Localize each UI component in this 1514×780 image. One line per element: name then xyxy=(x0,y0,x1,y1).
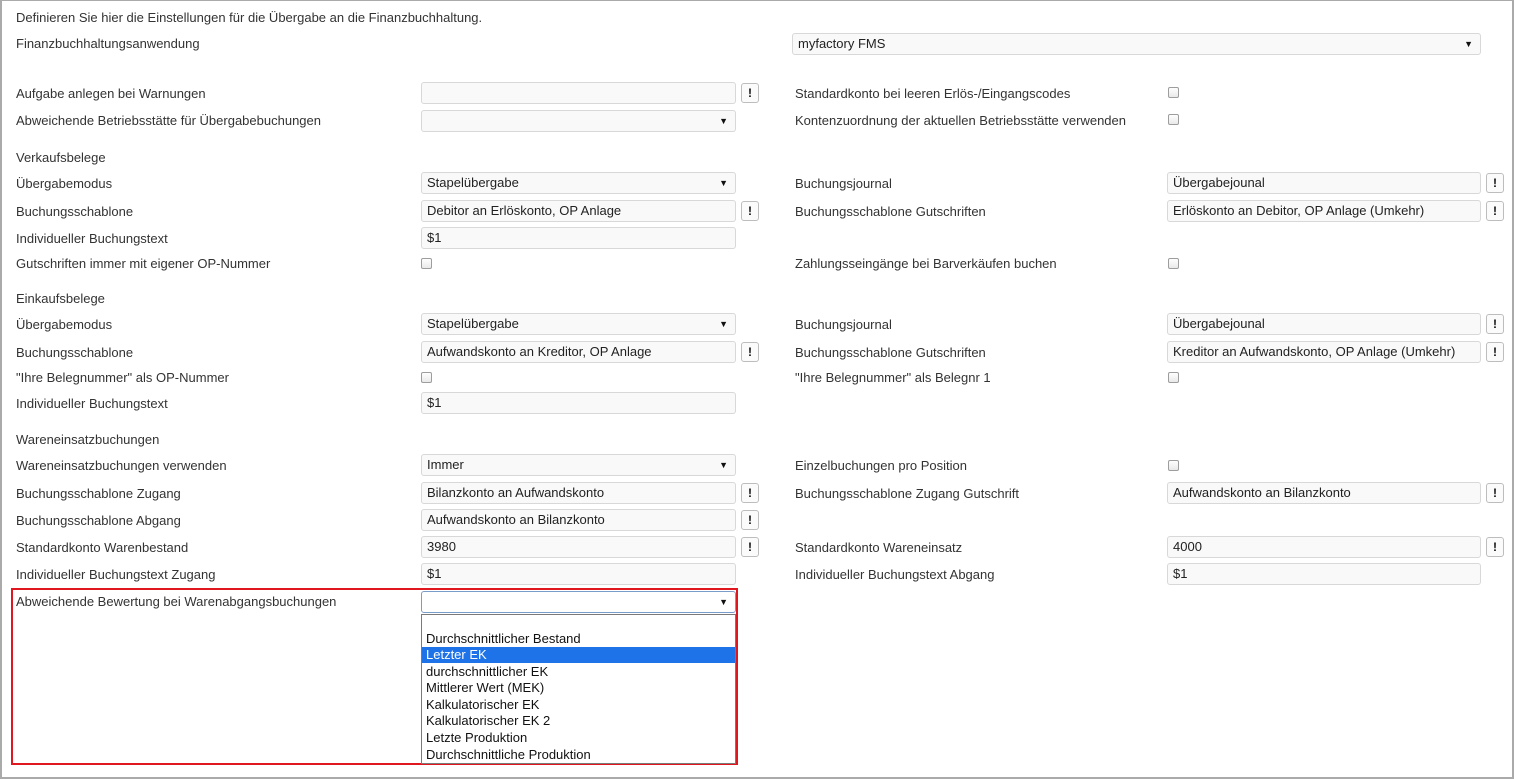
we-einsatz-label: Standardkonto Wareneinsatz xyxy=(795,540,963,555)
we-text-abgang-label: Individueller Buchungstext Abgang xyxy=(795,567,995,582)
triangle-down-icon: ▼ xyxy=(1464,39,1473,49)
ek-journal-input[interactable]: Übergabejounal xyxy=(1167,313,1481,335)
ek-schablone-warning-button[interactable] xyxy=(741,342,759,362)
we-verwenden-label: Wareneinsatzbuchungen verwenden xyxy=(16,458,227,473)
dropdown-option-empty[interactable] xyxy=(422,615,735,631)
triangle-down-icon: ▼ xyxy=(719,597,728,607)
exclamation-icon: ! xyxy=(748,513,752,527)
ek-belegnr-op-checkbox[interactable] xyxy=(421,372,432,383)
triangle-down-icon: ▼ xyxy=(719,319,728,329)
we-einsatz-input[interactable]: 4000 xyxy=(1167,536,1481,558)
dropdown-option[interactable]: durchschnittlicher EK xyxy=(426,664,549,679)
we-text-zugang-label: Individueller Buchungstext Zugang xyxy=(16,567,216,582)
we-bewertung-select[interactable] xyxy=(421,591,736,613)
aufgabe-input[interactable] xyxy=(421,82,736,104)
exclamation-icon: ! xyxy=(1493,317,1497,331)
ek-belegnr-op-label: "Ihre Belegnummer" als OP-Nummer xyxy=(16,370,229,385)
dropdown-option[interactable]: Letzte Produktion xyxy=(426,730,528,745)
dropdown-option[interactable]: Kalkulatorischer EK 2 xyxy=(426,713,551,728)
section-verkaufsbelege: Verkaufsbelege xyxy=(16,150,106,165)
dropdown-option[interactable]: Durchschnittlicher Bestand xyxy=(426,631,581,646)
vk-text-label: Individueller Buchungstext xyxy=(16,231,168,246)
exclamation-icon: ! xyxy=(748,86,752,100)
ek-modus-label: Übergabemodus xyxy=(16,317,113,332)
ek-journal-warning-button[interactable] xyxy=(1486,314,1504,334)
standardkonto-checkbox[interactable] xyxy=(1168,87,1179,98)
vk-gutschriften-label: Gutschriften immer mit eigener OP-Nummer xyxy=(16,256,271,271)
dropdown-option-selected[interactable]: Letzter EK xyxy=(422,647,735,663)
ek-schablone-input[interactable]: Aufwandskonto an Kreditor, OP Anlage xyxy=(421,341,736,363)
aufgabe-label: Aufgabe anlegen bei Warnungen xyxy=(16,86,206,101)
vk-modus-label: Übergabemodus xyxy=(16,176,113,191)
we-abgang-input[interactable]: Aufwandskonto an Bilanzkonto xyxy=(421,509,736,531)
kontenzuordnung-checkbox[interactable] xyxy=(1168,114,1179,125)
ek-journal-label: Buchungsjournal xyxy=(795,317,892,332)
exclamation-icon: ! xyxy=(1493,540,1497,554)
fibu-select[interactable] xyxy=(792,33,1481,55)
dropdown-option[interactable]: Kalkulatorischer EK xyxy=(426,697,540,712)
vk-schablone-warning-button[interactable] xyxy=(741,201,759,221)
triangle-down-icon: ▼ xyxy=(719,178,728,188)
vk-schablone-gut-label: Buchungsschablone Gutschriften xyxy=(795,204,986,219)
vk-zahlung-label: Zahlungsseingänge bei Barverkäufen buchen xyxy=(795,256,1057,271)
ek-schablone-gut-warning-button[interactable] xyxy=(1486,342,1504,362)
vk-schablone-gut-warning-button[interactable] xyxy=(1486,201,1504,221)
ek-schablone-label: Buchungsschablone xyxy=(16,345,134,360)
we-einzel-label: Einzelbuchungen pro Position xyxy=(795,458,968,473)
standardkonto-label: Standardkonto bei leeren Erlös-/Eingangscodes xyxy=(795,86,1071,101)
exclamation-icon: ! xyxy=(1493,486,1497,500)
vk-text-input[interactable]: $1 xyxy=(421,227,736,249)
ek-text-label: Individueller Buchungstext xyxy=(16,396,168,411)
fibu-label: Finanzbuchhaltungsanwendung xyxy=(16,36,200,51)
we-abgang-label: Buchungsschablone Abgang xyxy=(16,513,181,528)
vk-schablone-label: Buchungsschablone xyxy=(16,204,134,219)
we-einzel-checkbox[interactable] xyxy=(1168,460,1179,471)
vk-schablone-input[interactable]: Debitor an Erlöskonto, OP Anlage xyxy=(421,200,736,222)
ek-text-input[interactable]: $1 xyxy=(421,392,736,414)
we-bewertung-label: Abweichende Bewertung bei Warenabgangsbuchungen xyxy=(16,594,337,609)
exclamation-icon: ! xyxy=(1493,176,1497,190)
we-bestand-label: Standardkonto Warenbestand xyxy=(16,540,189,555)
vk-modus-select[interactable] xyxy=(421,172,736,194)
bewertung-dropdown-list xyxy=(421,614,736,764)
ek-schablone-gut-label: Buchungsschablone Gutschriften xyxy=(795,345,986,360)
we-bestand-warning-button[interactable] xyxy=(741,537,759,557)
we-zugang-warning-button[interactable] xyxy=(741,483,759,503)
vk-journal-input[interactable]: Übergabejounal xyxy=(1167,172,1481,194)
section-einkaufsbelege: Einkaufsbelege xyxy=(16,291,105,306)
betriebsstaette-select[interactable] xyxy=(421,110,736,132)
vk-modus-value: Stapelübergabe xyxy=(427,175,519,190)
we-verwenden-select[interactable] xyxy=(421,454,736,476)
ek-belegnr1-checkbox[interactable] xyxy=(1168,372,1179,383)
we-zugang-gut-label: Buchungsschablone Zugang Gutschrift xyxy=(795,486,1020,501)
aufgabe-warning-button[interactable] xyxy=(741,83,759,103)
exclamation-icon: ! xyxy=(748,486,752,500)
we-zugang-label: Buchungsschablone Zugang xyxy=(16,486,181,501)
we-zugang-input[interactable]: Bilanzkonto an Aufwandskonto xyxy=(421,482,736,504)
ek-modus-select[interactable] xyxy=(421,313,736,335)
intro-text: Definieren Sie hier die Einstellungen für die Übergabe an die Finanzbuchhaltung. xyxy=(16,10,483,25)
we-text-zugang-input[interactable]: $1 xyxy=(421,563,736,585)
vk-schablone-gut-input[interactable]: Erlöskonto an Debitor, OP Anlage (Umkehr) xyxy=(1167,200,1481,222)
we-verwenden-value: Immer xyxy=(427,457,464,472)
we-einsatz-warning-button[interactable] xyxy=(1486,537,1504,557)
vk-gutschriften-checkbox[interactable] xyxy=(421,258,432,269)
exclamation-icon: ! xyxy=(1493,204,1497,218)
kontenzuordnung-label: Kontenzuordnung der aktuellen Betriebsstätte verwenden xyxy=(795,113,1126,128)
vk-journal-warning-button[interactable] xyxy=(1486,173,1504,193)
ek-modus-value: Stapelübergabe xyxy=(427,316,519,331)
exclamation-icon: ! xyxy=(748,345,752,359)
we-abgang-warning-button[interactable] xyxy=(741,510,759,530)
vk-journal-label: Buchungsjournal xyxy=(795,176,892,191)
exclamation-icon: ! xyxy=(748,204,752,218)
exclamation-icon: ! xyxy=(748,540,752,554)
we-zugang-gut-input[interactable]: Aufwandskonto an Bilanzkonto xyxy=(1167,482,1481,504)
ek-belegnr1-label: "Ihre Belegnummer" als Belegnr 1 xyxy=(795,370,991,385)
exclamation-icon: ! xyxy=(1493,345,1497,359)
section-wareneinsatzbuchungen: Wareneinsatzbuchungen xyxy=(16,432,160,447)
we-text-abgang-input[interactable]: $1 xyxy=(1167,563,1481,585)
we-zugang-gut-warning-button[interactable] xyxy=(1486,483,1504,503)
fibu-select-value: myfactory FMS xyxy=(798,36,886,51)
vk-zahlung-checkbox[interactable] xyxy=(1168,258,1179,269)
dropdown-option[interactable]: Durchschnittliche Produktion xyxy=(426,747,591,762)
we-bestand-input[interactable]: 3980 xyxy=(421,536,736,558)
dropdown-option[interactable]: Mittlerer Wert (MEK) xyxy=(426,680,545,695)
ek-schablone-gut-input[interactable]: Kreditor an Aufwandskonto, OP Anlage (Umkehr) xyxy=(1167,341,1481,363)
triangle-down-icon: ▼ xyxy=(719,116,728,126)
triangle-down-icon: ▼ xyxy=(719,460,728,470)
betriebsstaette-label: Abweichende Betriebsstätte für Übergabebuchungen xyxy=(16,113,321,128)
